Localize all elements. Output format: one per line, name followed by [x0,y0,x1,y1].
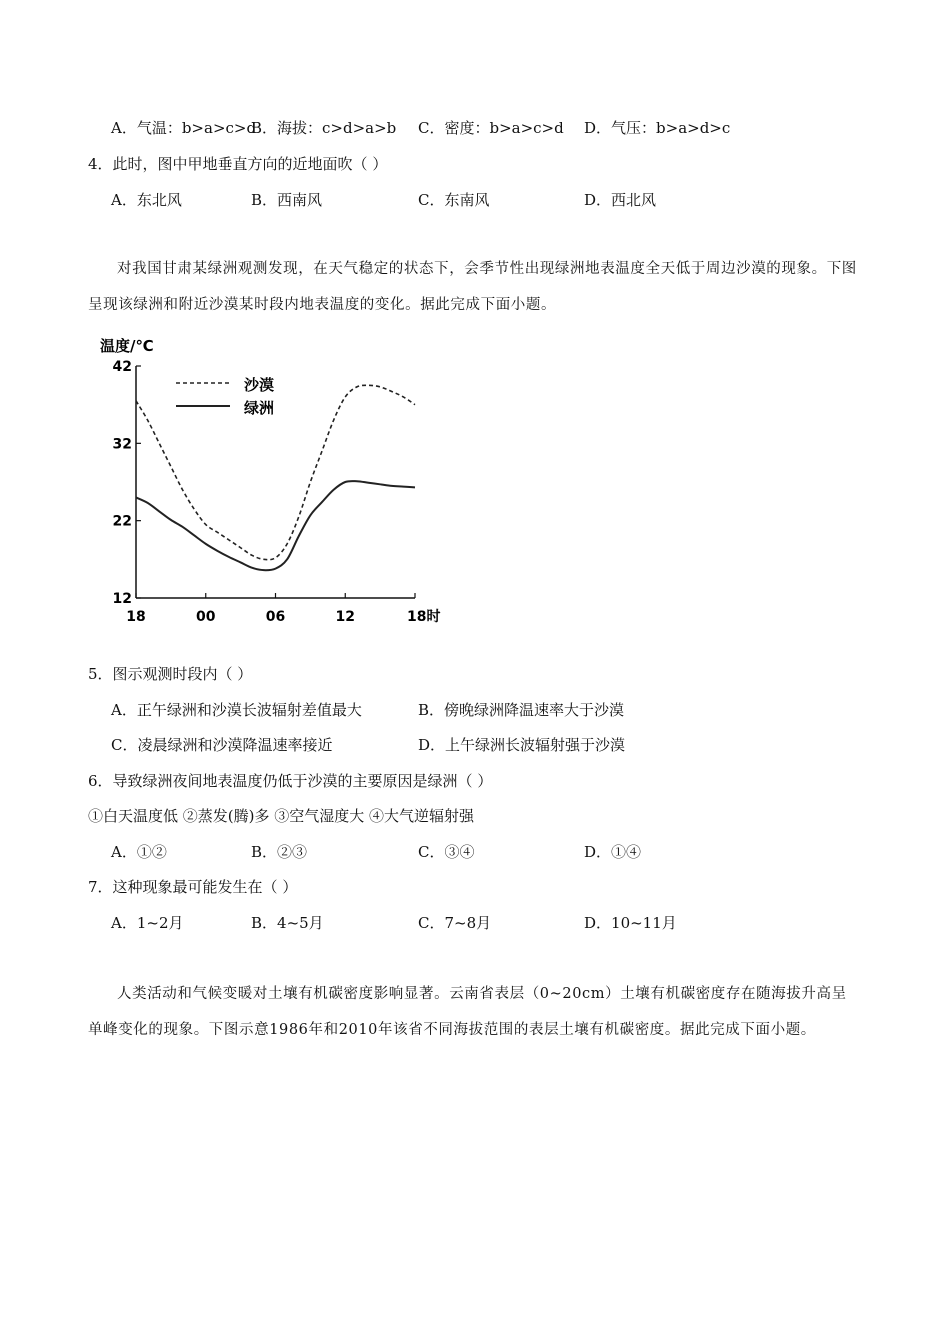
q3-option-c: C．密度：b>a>c>d [418,119,564,137]
temperature-chart [90,330,450,635]
legend-label-desert: 沙漠 [244,376,275,394]
y-tick-label: 32 [112,436,132,453]
q7-option-d: D．10~11月 [584,914,677,932]
q6-option-c: C．③④ [418,843,475,861]
x-tick-label: 06 [265,609,286,625]
q6-option-d: D．①④ [584,843,642,861]
q4-stem: 4．此时，图中甲地垂直方向的近地面吹（ ） [88,155,388,173]
q6-option-a: A．①② [111,843,167,861]
y-axis-label: 温度/℃ [100,337,154,355]
q4-option-b: B．西南风 [251,191,323,209]
legend-label-oasis: 绿洲 [244,399,275,417]
q5-stem: 5．图示观测时段内（ ） [88,665,253,683]
x-tick-label: 18 [126,609,146,625]
y-tick-labels [113,359,132,607]
series-lines [136,385,415,570]
q3-option-a: A．气温：b>a>c>d [111,119,257,137]
q5-option-b: B．傍晚绿洲降温速率大于沙漠 [418,701,625,719]
q5-option-d: D．上午绿洲长波辐射强于沙漠 [418,736,626,754]
series-desert-line [136,385,415,559]
q7-stem: 7．这种现象最可能发生在（ ） [88,878,298,896]
q7-option-a: A．1~2月 [111,914,184,932]
legend [176,376,274,417]
q6-stem: 6．导致绿洲夜间地表温度仍低于沙漠的主要原因是绿洲（ ） [88,772,493,790]
q4-option-d: D．西北风 [584,191,657,209]
q7-option-b: B．4~5月 [251,914,324,932]
passage-soil-carbon: 人类活动和气候变暖对土壤有机碳密度影响显著。云南省表层（0~20cm）土壤有机碳密度存在随海拔升高呈单峰变化的现象。下图示意1986年和2010年该省不同海拔范围的表层土壤有机碳密度。据此完成下面小题。 [88,986,847,1038]
q5-option-c: C．凌晨绿洲和沙漠降温速率接近 [111,736,333,754]
q6-choices: ①白天温度低 ②蒸发(腾)多 ③空气湿度大 ④大气逆辐射强 [88,807,475,825]
q4-option-c: C．东南风 [418,191,490,209]
q3-option-b: B．海拔：c>d>a>b [251,119,397,137]
q4-option-a: A．东北风 [111,191,182,209]
x-tick-labels [126,609,440,625]
x-tick-label: 12 [335,609,355,625]
x-tick-label: 18时 [407,609,441,625]
q3-option-d: D．气压：b>a>d>c [584,119,731,137]
q6-option-b: B．②③ [251,843,308,861]
y-tick-label: 12 [112,591,132,607]
y-tick-label: 42 [112,359,132,375]
q5-option-a: A．正午绿洲和沙漠长波辐射差值最大 [111,701,362,719]
passage-oasis: 对我国甘肃某绿洲观测发现，在天气稳定的状态下，会季节性出现绿洲地表温度全天低于周边沙漠的现象。下图呈现该绿洲和附近沙漠某时段内地表温度的变化。据此完成下面小题。 [88,261,857,313]
q7-option-c: C．7~8月 [418,914,492,932]
series-oasis-line [136,481,415,570]
x-tick-label: 00 [196,609,216,625]
y-tick-label: 22 [112,513,132,530]
